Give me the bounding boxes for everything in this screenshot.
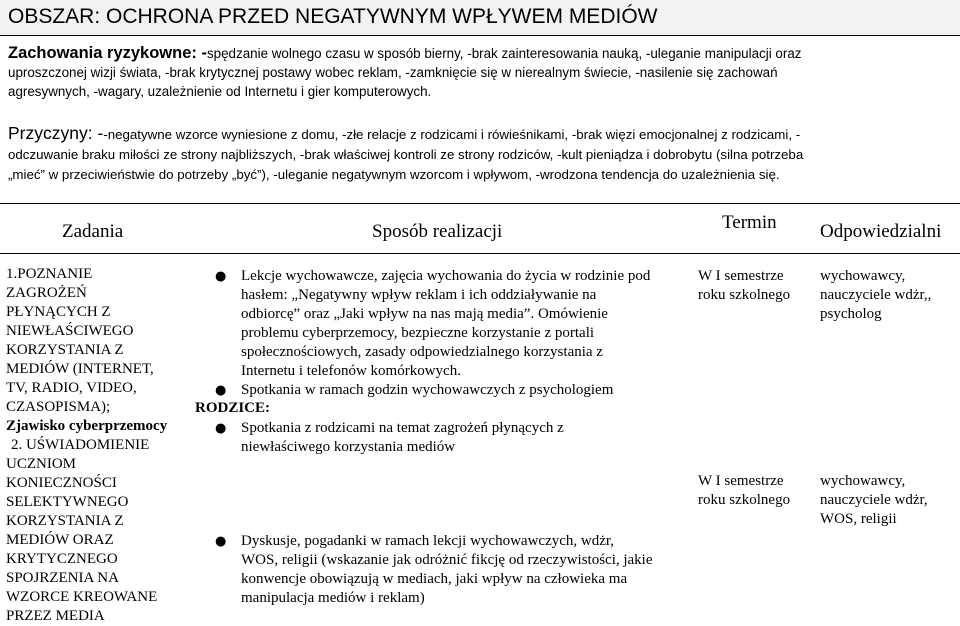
page-title: OBSZAR: OCHRONA PRZED NEGATYWNYM WPŁYWEM MEDIÓW [0, 0, 960, 36]
task-line: MEDIÓW (INTERNET, [6, 361, 154, 377]
term-line: W I semestrze [698, 473, 784, 489]
column-header-odpowiedzialni: Odpowiedzialni [820, 221, 942, 242]
term-line: W I semestrze [698, 268, 784, 284]
term-line: roku szkolnego [698, 492, 791, 508]
task-line: SPOJRZENIA NA [6, 570, 119, 586]
responsible-line: psycholog [820, 306, 882, 322]
task-line: TV, RADIO, VIDEO, [6, 380, 137, 396]
method-line: Dyskusje, pogadanki w ramach lekcji wychowawczych, wdżr, [241, 533, 615, 549]
term-line: roku szkolnego [698, 287, 791, 303]
method-line: problemu cyberprzemocy, bezpieczne korzystanie z portali [241, 325, 595, 341]
task-line: UCZNIOM [6, 456, 76, 472]
responsible-line: nauczyciele wdżr,, [820, 287, 932, 303]
method-line: odbiorcę” oraz „Jaki wpływ na nas mają media”. Omówienie [241, 306, 608, 322]
table-top-border [0, 203, 960, 204]
method-bullet-2 [241, 381, 613, 400]
responsible-line: nauczyciele wdżr, [820, 492, 928, 508]
task-line-bold: Zjawisko cyberprzemocy [6, 418, 168, 434]
causes-paragraph [8, 123, 953, 185]
responsible-line: wychowawcy, [820, 473, 906, 489]
column-header-termin: Termin [722, 212, 777, 233]
task-line: KRYTYCZNEGO [6, 551, 118, 567]
task-line: PŁYNĄCYCH Z [6, 304, 111, 320]
bullet-icon: ● [215, 383, 227, 398]
method-line: WOS, religii (wskazanie jak odróżnić fikcję od rzeczywistości, jakie [241, 552, 653, 568]
method-line: konwencje obowiązują w mediach, jaki wpływ na człowieka ma [241, 571, 628, 587]
risk-behaviors-paragraph [8, 44, 953, 101]
causes-text: -negatywne wzorce wyniesione z domu, -złe relacje z rodzicami i rówieśnikami, -brak więzi emocjonalnej z rodzicami, - [103, 127, 801, 142]
table-header-border [0, 253, 960, 254]
parents-label: RODZICE: [195, 400, 271, 416]
task-line: WZORCE KREOWANE [6, 589, 158, 605]
method-line: hasłem: „Negatywny wpływ reklam i ich oddziaływanie na [241, 287, 597, 303]
method-bullet-1 [241, 267, 650, 381]
method-bullet-4 [241, 532, 653, 608]
causes-text: odczuwanie braku miłości ze strony najbliższych, -brak właściwej kontroli ze strony rodziców, -kult pieniądza i dobrobytu (silna potrzeba [8, 147, 804, 162]
method-line: społecznościowych, zasady odpowiedzialnego korzystania z [241, 344, 603, 360]
method-line: Spotkania w ramach godzin wychowawczych z psychologiem [241, 382, 614, 398]
task-line: 2. UŚWIADOMIENIE [11, 437, 150, 453]
task-line: NIEWŁAŚCIWEGO [6, 323, 134, 339]
responsible-cell-1 [820, 267, 931, 324]
method-line: Internetu i telefonów komórkowych. [241, 363, 461, 379]
risk-behaviors-text: uproszczonej wizji świata, -brak krytycznej postawy wobec reklam, -zamknięcie się w nierealnym świecie, -nasilenie się zachowań [8, 65, 778, 80]
responsible-cell-2 [820, 472, 928, 529]
task-line: KONIECZNOŚCI [6, 475, 117, 491]
task-line: PRZEZ MEDIA [6, 608, 105, 624]
task-line: KORZYSTANIA Z [6, 513, 124, 529]
column-header-sposob: Sposób realizacji [372, 221, 503, 242]
task-line: CZASOPISMA); [6, 399, 111, 415]
responsible-line: WOS, religii [820, 511, 897, 527]
method-line: niewłaściwego korzystania mediów [241, 439, 456, 455]
risk-behaviors-label: Zachowania ryzykowne: - [8, 44, 207, 62]
method-line: Spotkania z rodzicami na temat zagrożeń płynących z [241, 420, 564, 436]
task-line: MEDIÓW ORAZ [6, 532, 114, 548]
task-line: 1.POZNANIE [6, 266, 93, 282]
method-line: Lekcje wychowawcze, zajęcia wychowania do życia w rodzinie pod [241, 268, 651, 284]
bullet-icon: ● [215, 421, 227, 436]
responsible-line: wychowawcy, [820, 268, 906, 284]
tasks-cell [6, 265, 191, 626]
bullet-icon: ● [215, 269, 227, 284]
task-line: SELEKTYWNEGO [6, 494, 129, 510]
bullet-icon: ● [215, 534, 227, 549]
task-line: KORZYSTANIA Z [6, 342, 124, 358]
causes-text: „mieć” w przeciwieństwie do potrzeby „być”), -uleganie negatywnym wzorcom i wpływom, -wrodzona tendencja do uzależnienia się. [8, 167, 780, 182]
method-line: manipulacja mediów i reklam) [241, 590, 425, 606]
term-cell-2 [698, 472, 790, 510]
method-bullet-3 [241, 419, 564, 457]
column-header-zadania: Zadania [62, 221, 124, 242]
term-cell-1 [698, 267, 790, 305]
task-line: ZAGROŻEŃ [6, 285, 87, 301]
causes-label: Przyczyny: - [8, 123, 104, 143]
risk-behaviors-text: agresywnych, -wagary, uzależnienie od Internetu i gier komputerowych. [8, 84, 432, 99]
risk-behaviors-text: spędzanie wolnego czasu w sposób bierny, -brak zainteresowania nauką, -uleganie manipulacji oraz [206, 46, 802, 61]
